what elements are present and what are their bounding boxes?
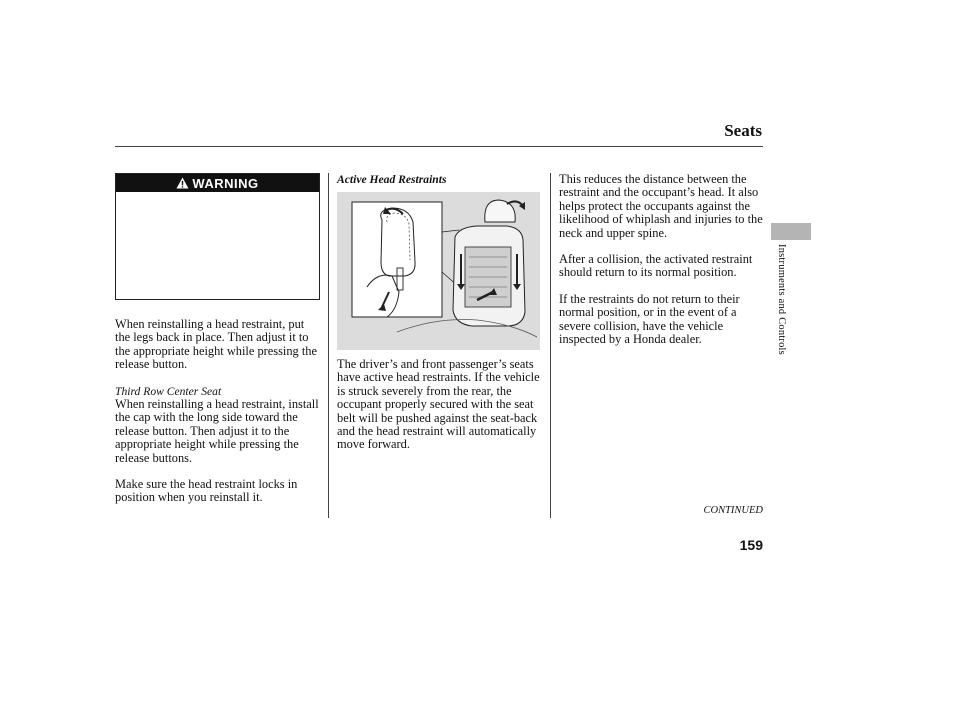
column-3 <box>559 173 766 359</box>
paragraph: The driver’s and front passenger’s seats have active head restraints. If the vehicle is struck severely from the rear, the occupant properly secured with the seat belt will be pushed against the seat-back and the head restraint will automatically move forward. <box>337 357 540 452</box>
warning-box <box>115 173 320 300</box>
column-divider <box>328 173 329 518</box>
warning-label: WARNING <box>192 175 259 191</box>
column-2-body <box>337 358 542 465</box>
warning-triangle-icon <box>176 177 189 189</box>
header-rule <box>115 146 763 147</box>
column-1 <box>115 318 320 518</box>
page-number: 159 <box>739 537 763 553</box>
head-restraint-illustration <box>337 192 540 350</box>
paragraph: Make sure the head restraint locks in position when you reinstall it. <box>115 477 298 505</box>
paragraph: When reinstalling a head restraint, install the cap with the long side toward the release button. Then adjust it to the appropriate height while pressing the release buttons. <box>115 397 319 465</box>
continued-label: CONTINUED <box>703 505 763 516</box>
section-tab <box>771 223 811 240</box>
paragraph: This reduces the distance between the restraint and the occupant’s head. It also helps protect the occupants against the likelihood of whiplash and injuries to the neck and upper spine. <box>559 172 763 240</box>
page-title: Seats <box>724 121 762 140</box>
paragraph: After a collision, the activated restraint should return to its normal position. <box>559 252 753 280</box>
warning-header <box>116 174 319 192</box>
section-heading: Active Head Restraints <box>337 173 447 186</box>
column-2 <box>337 173 542 192</box>
subheading: Third Row Center Seat <box>115 384 222 398</box>
column-divider <box>550 173 551 518</box>
paragraph: When reinstalling a head restraint, put the legs back in place. Then adjust it to the appropriate height while pressing the release button. <box>115 317 317 372</box>
paragraph: If the restraints do not return to their normal position, or in the event of a severe collision, have the vehicle inspected by a Honda dealer. <box>559 291 740 347</box>
section-tab-label: Instruments and Controls <box>776 244 787 355</box>
seat-diagram-icon <box>337 192 540 350</box>
